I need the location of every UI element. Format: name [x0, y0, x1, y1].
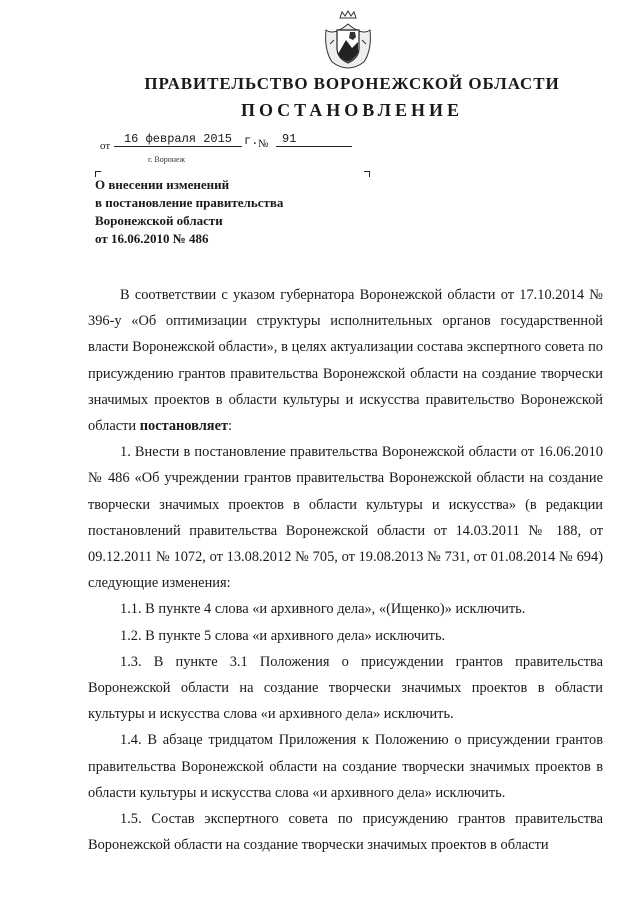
- title-line: О внесении изменений: [95, 177, 230, 192]
- document-title: [95, 176, 355, 248]
- item-paragraph: 1.5. Состав экспертного совета по присуждению грантов правительства Воронежской области на создание творчески значимых проектов в области: [88, 811, 603, 854]
- title-line: от 16.06.2010 № 486: [95, 231, 209, 246]
- item-paragraph: 1.2. В пункте 5 слова «и архивного дела» исключить.: [120, 627, 446, 644]
- title-corner-right: [364, 171, 370, 177]
- from-label: от: [100, 140, 111, 152]
- preamble-text: В соответствии с указом губернатора Воронежской области от 17.10.2014 № 396-у «Об оптимизации структуры исполнительных органов государственной власти Воронежской области», в целях актуализации состава экспертного совета по присуждению грантов правительства Воронежской области на создание творчески значимых проектов в области культуры и искусства правительство Воронежской области: [88, 287, 603, 435]
- document-type: ПОСТАНОВЛЕНИЕ: [240, 100, 464, 120]
- decree-keyword: постановляет: [139, 418, 229, 435]
- item-paragraph: 1.3. В пункте 3.1 Положения о присуждении грантов правительства Воронежской области на создание творчески значимых проектов в области культуры и искусства слова «и архивного дела» исключить.: [88, 653, 603, 723]
- date-number-line: [100, 134, 360, 156]
- item-paragraph: 1. Внести в постановление правительства Воронежской области от 16.06.2010 № 486 «Об учреждении грантов правительства Воронежской области на создание творчески значимых проектов в области культуры и искусства» (в редакции постановлений правительства Воронежской области от 14.03.2011 № 188, от 09.12.2011 № 1072, от 13.08.2012 № 705, от 19.08.2013 № 731, от 01.08.2014 № 694) следующие изменения:: [88, 444, 603, 592]
- year-suffix: г.: [244, 134, 259, 148]
- preamble-end: :: [228, 418, 233, 435]
- preamble-paragraph: [88, 282, 603, 439]
- title-line: Воронежской области: [95, 213, 223, 228]
- number-label: №: [258, 138, 269, 150]
- document-body: [88, 282, 603, 858]
- coat-of-arms-icon: [322, 10, 374, 70]
- item-paragraph: 1.1. В пункте 4 слова «и архивного дела», «(Ищенко)» исключить.: [120, 601, 526, 618]
- title-line: в постановление правительства: [95, 195, 284, 210]
- document-date: 16 февраля 2015: [114, 132, 242, 147]
- item-paragraph: 1.4. В абзаце тридцатом Приложения к Положению о присуждении грантов правительства Воронежской области на создание творчески значимых проектов в области культуры и искусства слова «и архивного дела» исключить.: [88, 732, 603, 801]
- organization-name: ПРАВИТЕЛЬСТВО ВОРОНЕЖСКОЙ ОБЛАСТИ: [144, 74, 560, 93]
- document-number: 91: [276, 132, 352, 147]
- city-label: г. Воронеж: [148, 155, 186, 164]
